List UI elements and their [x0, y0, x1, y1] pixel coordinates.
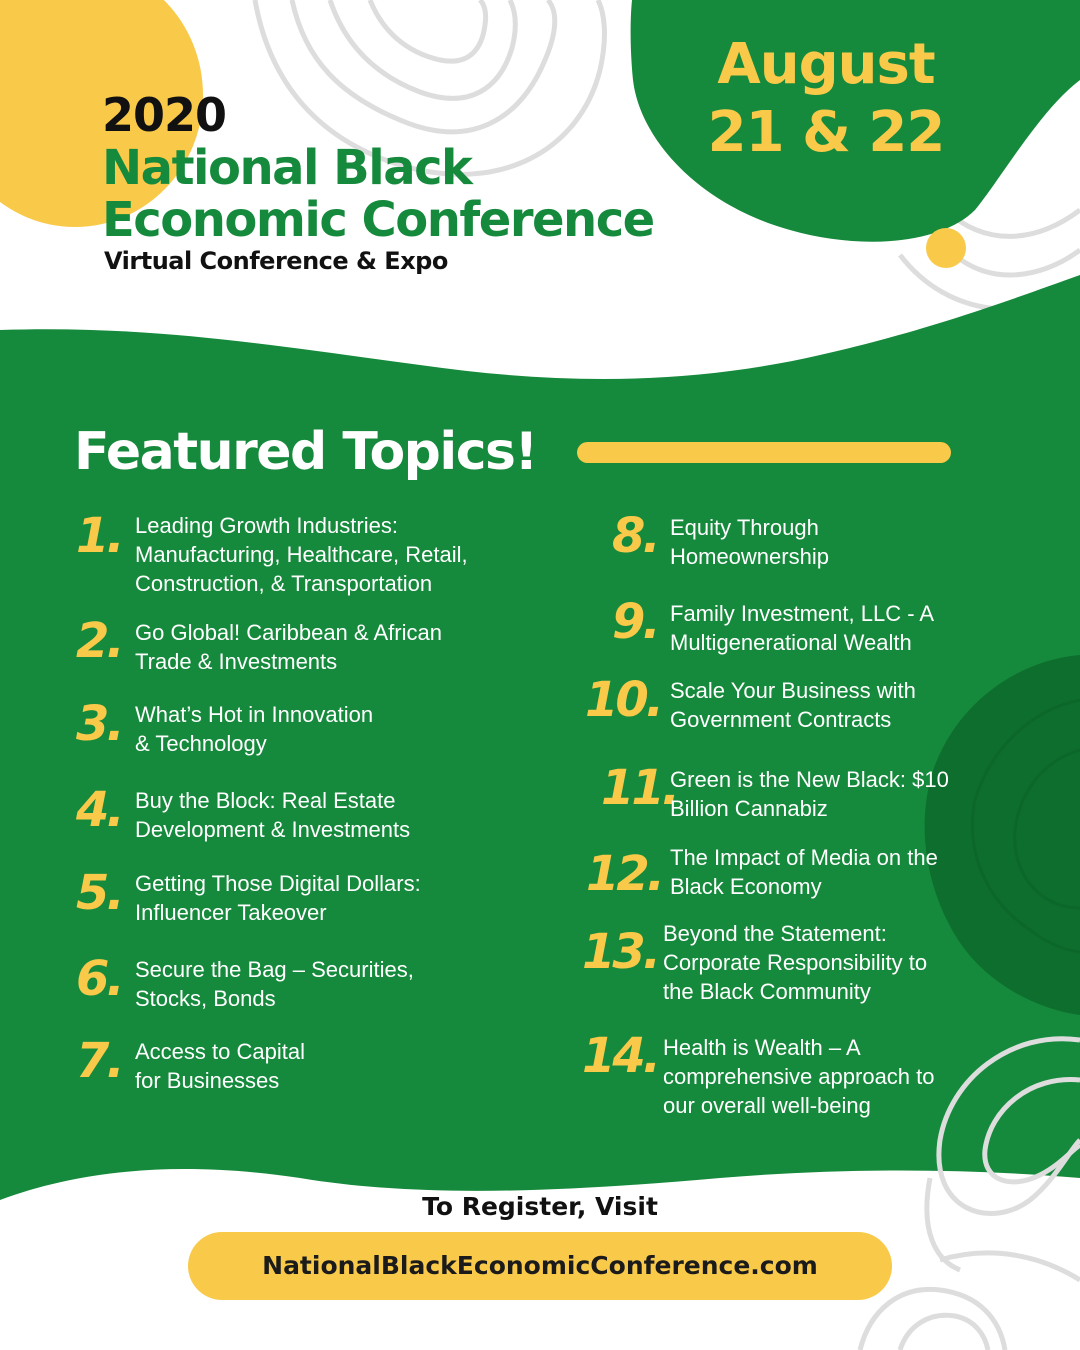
topic-line: Secure the Bag – Securities,	[135, 957, 414, 982]
topic-line: Corporate Responsibility to	[663, 950, 928, 975]
topic-line: Beyond the Statement:	[663, 921, 887, 946]
topic-number: 3.	[76, 696, 122, 752]
register-label: To Register, Visit	[422, 1192, 658, 1221]
topic-number: 13.	[582, 924, 659, 980]
topic-number: 6.	[76, 951, 122, 1007]
topic-line: Multigenerational Wealth	[670, 630, 912, 655]
conference-subtitle: Virtual Conference & Expo	[104, 247, 448, 275]
topic-line: Construction, & Transportation	[135, 571, 433, 596]
topic-line: for Businesses	[135, 1068, 280, 1093]
topic-number: 14.	[582, 1028, 659, 1084]
topic-line: Health is Wealth – A	[663, 1035, 861, 1060]
topic-line: Scale Your Business with	[670, 678, 916, 703]
topic-line: Family Investment, LLC - A	[670, 601, 935, 626]
topic-number: 10.	[585, 672, 662, 728]
topic-text	[135, 1037, 305, 1095]
heading-accent-bar	[577, 442, 951, 463]
topic-number: 2.	[76, 613, 122, 669]
topic-line: Billion Cannabiz	[670, 796, 828, 821]
topic-number: 5.	[76, 865, 122, 921]
topic-number: 7.	[76, 1033, 122, 1089]
topic-line: & Technology	[135, 731, 267, 756]
topic-line: Go Global! Caribbean & African	[135, 620, 442, 645]
event-days: 21 & 22	[707, 100, 945, 165]
topic-text	[663, 1033, 935, 1120]
topic-text	[670, 513, 829, 571]
topic-text	[135, 511, 468, 598]
topic-text	[135, 786, 410, 844]
featured-topics-heading: Featured Topics!	[74, 422, 537, 482]
topic-line: Green is the New Black: $10	[670, 767, 949, 792]
topic-line: Equity Through	[670, 515, 819, 540]
topic-line: our overall well-being	[663, 1093, 871, 1118]
topic-line: Access to Capital	[135, 1039, 305, 1064]
topic-number: 9.	[612, 594, 658, 650]
topic-text	[670, 765, 949, 823]
topic-line: The Impact of Media on the	[670, 845, 938, 870]
topic-line: Homeownership	[670, 544, 829, 569]
topic-number: 12.	[586, 846, 663, 902]
topic-line: Government Contracts	[670, 707, 892, 732]
conference-title-line1: National Black	[102, 140, 472, 196]
topic-text	[670, 843, 938, 901]
conference-title-line2: Economic Conference	[102, 192, 654, 248]
topic-line: Development & Investments	[135, 817, 411, 842]
topic-line: Influencer Takeover	[135, 900, 327, 925]
topic-line: Manufacturing, Healthcare, Retail,	[135, 542, 468, 567]
topic-line: Buy the Block: Real Estate	[135, 788, 396, 813]
conference-year: 2020	[102, 88, 227, 142]
topic-text	[135, 700, 373, 758]
register-url-link[interactable]: NationalBlackEconomicConference.com	[262, 1251, 818, 1280]
topic-line: Black Economy	[670, 874, 822, 899]
topic-text	[670, 599, 934, 657]
topic-line: Trade & Investments	[135, 649, 338, 674]
topic-text	[663, 919, 927, 1006]
topic-number: 4.	[76, 782, 122, 838]
topic-number: 8.	[612, 508, 658, 564]
topic-number: 1.	[76, 508, 122, 564]
topic-text	[670, 676, 916, 734]
topic-line: the Black Community	[663, 979, 871, 1004]
topic-line: Stocks, Bonds	[135, 986, 276, 1011]
topic-line: What’s Hot in Innovation	[135, 702, 374, 727]
event-month: August	[717, 32, 935, 97]
topic-line: Leading Growth Industries:	[135, 513, 398, 538]
topic-line: comprehensive approach to	[663, 1064, 935, 1089]
yellow-dot	[926, 228, 966, 268]
topic-text	[135, 618, 442, 676]
topic-line: Getting Those Digital Dollars:	[135, 871, 421, 896]
topic-text	[135, 869, 421, 927]
topic-text	[135, 955, 414, 1013]
topic-number: 11.	[601, 760, 678, 816]
